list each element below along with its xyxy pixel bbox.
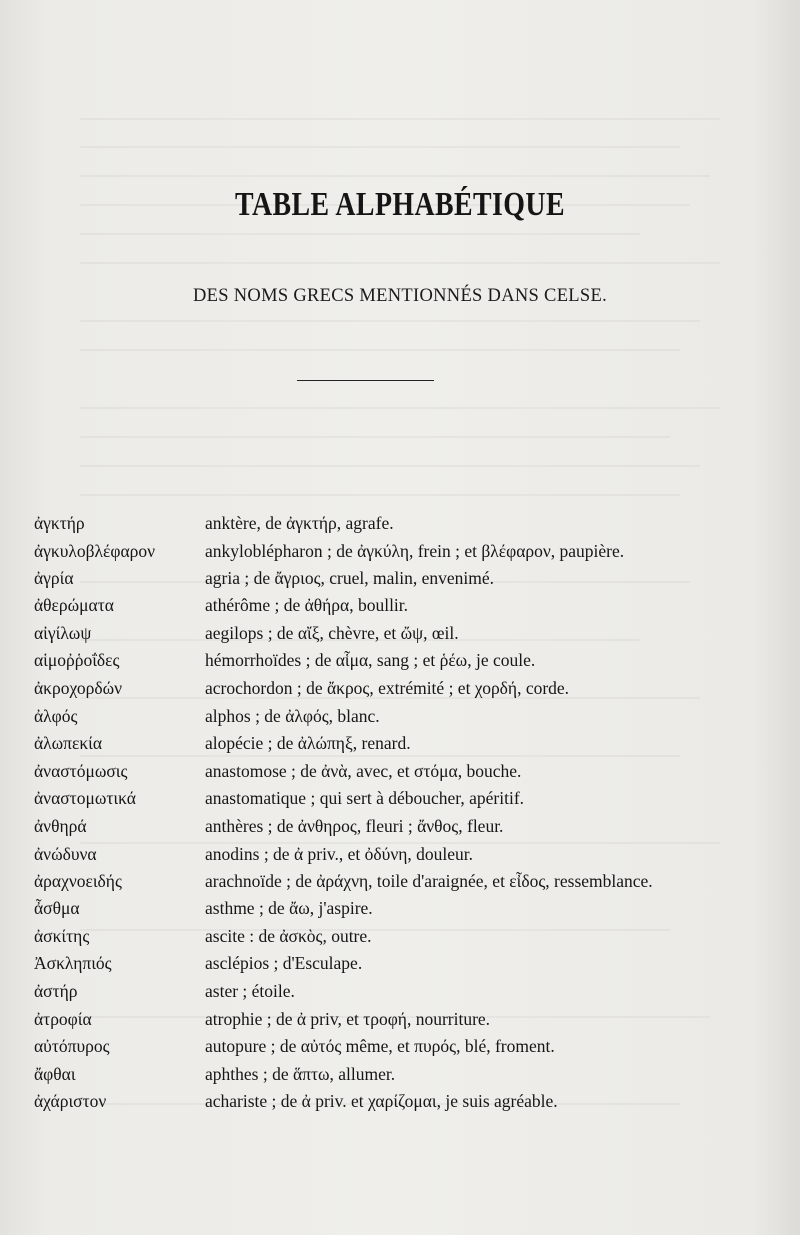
greek-term: ἀστήρ xyxy=(34,980,78,1001)
greek-term: ἀραχνοειδής xyxy=(34,871,122,892)
term-definition: acrochordon ; de ἄκρος, extrémité ; et χορδή, corde. xyxy=(205,677,570,698)
glossary-entry xyxy=(34,1088,774,1116)
greek-term: ἀγρία xyxy=(34,567,74,588)
greek-term: ἀκροχορδών xyxy=(34,677,123,698)
glossary-entry xyxy=(34,538,774,565)
title-rule-divider xyxy=(297,380,434,381)
term-definition: aphthes ; de ἅπτω, allumer. xyxy=(205,1063,396,1084)
term-definition: asclépios ; d'Esculape. xyxy=(205,953,363,974)
greek-term: ἀλωπεκία xyxy=(34,733,103,754)
term-definition: alphos ; de ἀλφός, blanc. xyxy=(205,705,380,726)
glossary-entry xyxy=(34,675,774,703)
greek-term: αἱμοῤῥοΐδες xyxy=(34,650,120,671)
term-definition: anastomose ; de ἀνὰ, avec, et στόμα, bouche. xyxy=(205,760,522,781)
greek-term: αὐτόπυρος xyxy=(34,1036,110,1057)
glossary-entry xyxy=(34,1033,774,1061)
greek-term: ἀνθηρά xyxy=(34,815,87,836)
glossary-entry xyxy=(34,565,774,593)
term-definition: hémorrhoïdes ; de αἷμα, sang ; et ῥέω, je coule. xyxy=(205,650,536,671)
term-definition: autopure ; de αὐτός même, et πυρός, blé, froment. xyxy=(205,1036,555,1057)
greek-term: ἀγκτήρ xyxy=(34,513,85,533)
term-definition: athérôme ; de ἀθήρα, boullir. xyxy=(205,595,409,616)
greek-term: ἀσκίτης xyxy=(34,925,90,946)
greek-term: ἀναστομωτικά xyxy=(34,788,136,809)
glossary-entry xyxy=(34,868,774,895)
greek-term: ἀλφός xyxy=(34,705,78,726)
greek-term: ἀναστόμωσις xyxy=(34,760,128,781)
glossary-entry xyxy=(34,813,774,841)
page-subtitle: DES NOMS GRECS MENTIONNÉS DANS CELSE. xyxy=(192,286,608,306)
greek-term: ἀθερώματα xyxy=(34,595,114,616)
glossary-entry xyxy=(34,1061,774,1089)
glossary-entry xyxy=(34,950,774,978)
term-definition: ascite : de ἀσκὸς, outre. xyxy=(205,925,372,946)
greek-term: αἰγίλωψ xyxy=(34,622,92,643)
term-definition: aegilops ; de αἴξ, chèvre, et ὤψ, œil. xyxy=(205,622,459,643)
greek-term: ἆσθμα xyxy=(34,898,80,919)
glossary-entry xyxy=(34,895,774,923)
term-definition: anodins ; de ἀ priv., et ὀδύνη, douleur. xyxy=(205,843,474,864)
term-definition: alopécie ; de ἀλώπηξ, renard. xyxy=(205,733,411,754)
glossary-entry xyxy=(34,978,774,1006)
glossary-list xyxy=(34,510,774,1116)
glossary-entry xyxy=(34,923,774,951)
glossary-entry xyxy=(34,1006,774,1034)
greek-term: ἀγκυλοβλέφαρον xyxy=(34,540,156,561)
greek-term: ἄφθαι xyxy=(34,1063,76,1084)
glossary-entry xyxy=(34,592,774,620)
greek-term: Ἀσκληπιός xyxy=(34,953,112,974)
glossary-entry xyxy=(34,620,774,648)
greek-term: ἀτροφία xyxy=(34,1008,92,1029)
greek-term: ἀνώδυνα xyxy=(34,843,97,864)
term-definition: anktère, de ἀγκτήρ, agrafe. xyxy=(205,513,394,533)
term-definition: ankyloblépharon ; de ἀγκύλη, frein ; et βλέφαρον, paupière. xyxy=(205,540,625,561)
term-definition: aster ; étoile. xyxy=(205,980,295,1001)
glossary-entry xyxy=(34,730,774,758)
page-title: TABLE ALPHABÉTIQUE xyxy=(235,186,565,223)
glossary-entry xyxy=(34,703,774,731)
term-definition: arachnoïde ; de ἀράχνη, toile d'araignée, et εἶδος, ressemblance. xyxy=(205,871,653,892)
glossary-entry xyxy=(34,841,774,869)
glossary-entry xyxy=(34,758,774,786)
glossary-entry xyxy=(34,647,774,675)
term-definition: agria ; de ἄγριος, cruel, malin, envenimé. xyxy=(205,567,494,588)
glossary-entry xyxy=(34,785,774,813)
greek-term: ἀχάριστον xyxy=(34,1091,107,1112)
term-definition: asthme ; de ἄω, j'aspire. xyxy=(205,898,373,919)
term-definition: anastomatique ; qui sert à déboucher, apéritif. xyxy=(205,788,525,809)
glossary-entry xyxy=(34,510,774,538)
term-definition: atrophie ; de ἀ priv, et τροφή, nourriture. xyxy=(205,1008,491,1029)
term-definition: anthères ; de ἀνθηρος, fleuri ; ἄνθος, fleur. xyxy=(205,815,504,836)
term-definition: achariste ; de ἀ priv. et χαρίζομαι, je suis agréable. xyxy=(205,1091,558,1112)
